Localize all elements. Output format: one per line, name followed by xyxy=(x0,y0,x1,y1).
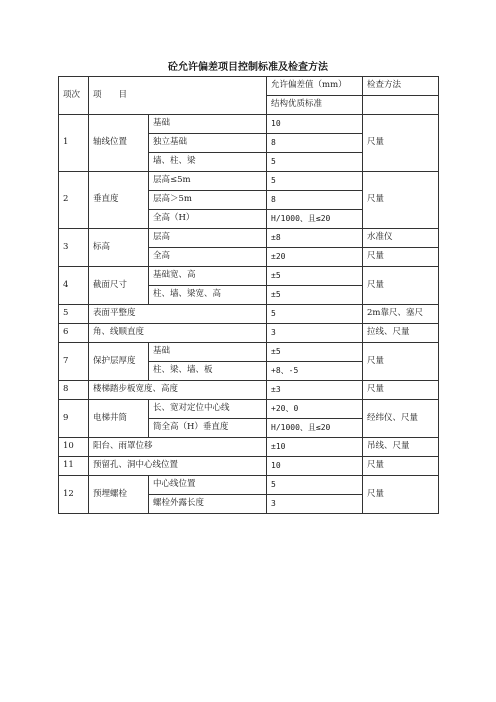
row-no: 7 xyxy=(59,343,89,381)
table-row xyxy=(59,457,439,476)
row-method: 尺量 xyxy=(363,343,439,381)
row-sub-label: 基础 xyxy=(149,343,267,362)
row-sub-label: 筒全高（H）垂直度 xyxy=(149,419,267,438)
header-method: 检查方法 xyxy=(363,77,439,96)
row-no: 2 xyxy=(59,172,89,229)
row-value: 5 xyxy=(267,153,363,172)
row-sub-label: 全高（H） xyxy=(149,210,267,229)
row-no: 11 xyxy=(59,457,89,476)
row-sub-label: 独立基础 xyxy=(149,134,267,153)
row-no: 4 xyxy=(59,267,89,305)
row-method: 尺量 xyxy=(363,457,439,476)
table-row xyxy=(59,305,439,324)
row-sub-label: 层高 xyxy=(149,229,267,248)
table-row xyxy=(59,343,439,362)
row-method: 尺量 xyxy=(363,476,439,514)
row-method: 水准仪 xyxy=(363,229,439,248)
row-value: 3 xyxy=(267,324,363,343)
table-row xyxy=(59,400,439,419)
row-value: H/1000、且≤20 xyxy=(267,210,363,229)
header-item-no: 项次 xyxy=(59,77,89,115)
row-method: 2m靠尺、塞尺 xyxy=(363,305,439,324)
row-item: 垂直度 xyxy=(89,172,149,229)
row-value: 5 xyxy=(267,476,363,495)
page-title: 砼允许偏差项目控制标准及检查方法 xyxy=(168,62,328,73)
table-row xyxy=(59,267,439,286)
row-item: 电梯井筒 xyxy=(89,400,149,438)
row-value: ±3 xyxy=(267,381,363,400)
table-header-row xyxy=(59,77,439,96)
row-value: ±5 xyxy=(267,267,363,286)
row-no: 9 xyxy=(59,400,89,438)
row-value: 10 xyxy=(267,115,363,134)
row-no: 8 xyxy=(59,381,89,400)
row-value: 5 xyxy=(267,172,363,191)
row-item: 角、线顺直度 xyxy=(89,324,267,343)
row-sub-label: 层高＞5m xyxy=(149,191,267,210)
header-standard: 结构优质标准 xyxy=(267,96,363,115)
row-sub-label: 全高 xyxy=(149,248,267,267)
row-method: 拉线、尺量 xyxy=(363,324,439,343)
table-row xyxy=(59,438,439,457)
row-item: 轴线位置 xyxy=(89,115,149,172)
table-row xyxy=(59,172,439,191)
row-method: 尺量 xyxy=(363,172,439,229)
row-value: ±8 xyxy=(267,229,363,248)
row-method: 尺量 xyxy=(363,381,439,400)
row-item: 保护层厚度 xyxy=(89,343,149,381)
row-sub-label: 层高≤5m xyxy=(149,172,267,191)
row-sub-label: 基础宽、高 xyxy=(149,267,267,286)
row-item: 楼梯踏步板宽度、高度 xyxy=(89,381,267,400)
row-no: 5 xyxy=(59,305,89,324)
row-sub-label: 墙、柱、梁 xyxy=(149,153,267,172)
row-value: 5 xyxy=(267,305,363,324)
row-no: 6 xyxy=(59,324,89,343)
tolerance-table xyxy=(58,76,439,514)
row-item: 预留孔、洞中心线位置 xyxy=(89,457,267,476)
row-method: 经纬仪、尺量 xyxy=(363,400,439,438)
row-value: 10 xyxy=(267,457,363,476)
row-sub-label: 中心线位置 xyxy=(149,476,267,495)
row-value: 8 xyxy=(267,134,363,153)
row-item: 预埋螺栓 xyxy=(89,476,149,514)
table-row xyxy=(59,476,439,495)
header-tolerance: 允许偏差值（mm） xyxy=(267,77,363,96)
row-no: 10 xyxy=(59,438,89,457)
table-row xyxy=(59,229,439,248)
row-value: 3 xyxy=(267,495,363,514)
row-value: +8、-5 xyxy=(267,362,363,381)
row-item: 截面尺寸 xyxy=(89,267,149,305)
row-no: 3 xyxy=(59,229,89,267)
row-value: ±5 xyxy=(267,343,363,362)
row-value: ±20 xyxy=(267,248,363,267)
row-value: +20、0 xyxy=(267,400,363,419)
table-row xyxy=(59,115,439,134)
row-sub-label: 柱、梁、墙、板 xyxy=(149,362,267,381)
row-value: ±5 xyxy=(267,286,363,305)
table-row xyxy=(59,324,439,343)
table-row xyxy=(59,381,439,400)
row-sub-label: 螺栓外露长度 xyxy=(149,495,267,514)
row-method: 尺量 xyxy=(363,267,439,305)
row-item: 表面平整度 xyxy=(89,305,267,324)
row-sub-label: 长、宽对定位中心线 xyxy=(149,400,267,419)
header-empty-cell xyxy=(363,96,439,115)
header-item: 项 目 xyxy=(89,77,267,115)
row-value: H/1000、且≤20 xyxy=(267,419,363,438)
row-no: 1 xyxy=(59,115,89,172)
row-sub-label: 基础 xyxy=(149,115,267,134)
row-no: 12 xyxy=(59,476,89,514)
row-item: 标高 xyxy=(89,229,149,267)
row-method: 尺量 xyxy=(363,248,439,267)
row-item: 阳台、雨罩位移 xyxy=(89,438,267,457)
row-method: 吊线、尺量 xyxy=(363,438,439,457)
row-value: 8 xyxy=(267,191,363,210)
row-sub-label: 柱、墙、梁宽、高 xyxy=(149,286,267,305)
row-value: ±10 xyxy=(267,438,363,457)
row-method: 尺量 xyxy=(363,115,439,172)
